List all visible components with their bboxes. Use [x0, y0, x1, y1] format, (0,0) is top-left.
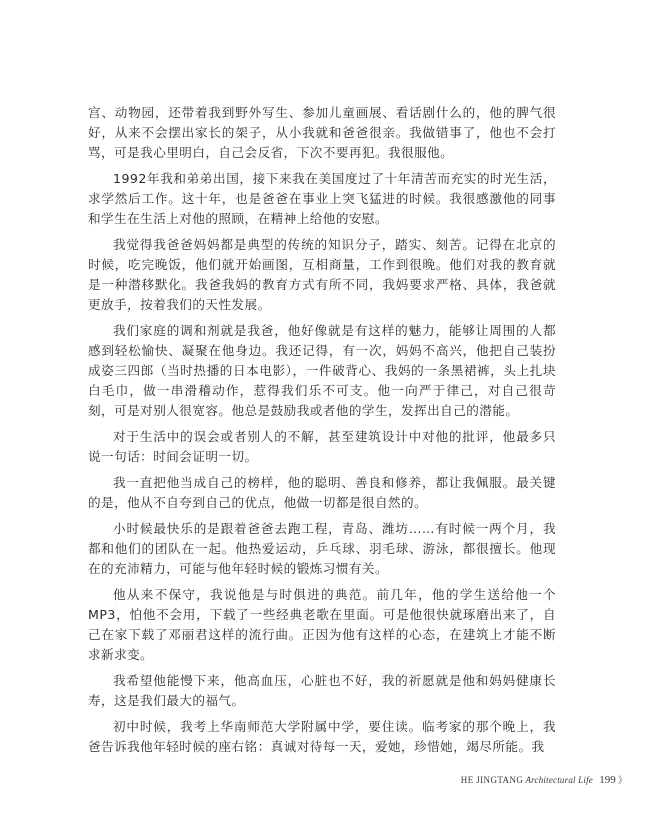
paragraph: 宫、动物园，还带着我到野外写生、参加儿童画展、看话剧什么的，他的脾气很好，从来不会摆出家长的架子，从小我就和爸爸很亲。我做错事了，他也不会打骂，可是我心里明白，自己会反省，下次不要再犯。我很服他。 [88, 105, 556, 160]
paragraph: 对于生活中的误会或者别人的不解，甚至建筑设计中对他的批评，他最多只说一句话：时间会证明一切。 [88, 429, 556, 464]
paragraph: 他从来不保守，我说他是与时俱进的典范。前几年，他的学生送给他一个MP3，怕他不会用，下载了一些经典老歌在里面。可是他很快就琢磨出来了，自己在家下载了邓丽君这样的流行曲。正因为他有这样的心态，在建筑上才能不断求新求变。 [88, 587, 556, 662]
paragraph: 小时候最快乐的是跟着爸爸去跑工程，青岛、潍坊……有时候一两个月，我都和他们的团队在一起。他热爱运动，乒乓球、羽毛球、游泳，都很擅长。他现在的充沛精力，可能与他年轻时候的锻炼习惯有关。 [88, 521, 556, 576]
paragraph: 我觉得我爸爸妈妈都是典型的传统的知识分子，踏实、刻苦。记得在北京的时候，吃完晚饭，他们就开始画图，互相商量，工作到很晚。他们对我的教育就是一种潜移默化。我爸我妈的教育方式有所不同，我妈要求严格、具体，我爸就更放手，按着我们的天性发展。 [88, 237, 556, 312]
page-marker-icon: 》 [617, 776, 627, 786]
page-number: 199 [599, 774, 616, 786]
paragraph: 1992年我和弟弟出国，接下来我在美国度过了十年清苦而充实的时光生活，求学然后工作。这十年，也是爸爸在事业上突飞猛进的时候。我很感激他的同事和学生在生活上对他的照顾，在精神上给他的安慰。 [88, 171, 556, 226]
paragraph: 我希望他能慢下来，他高血压，心脏也不好，我的祈愿就是他和妈妈健康长寿，这是我们最大的福气。 [88, 673, 556, 708]
footer-book-subtitle: Architectural Life [525, 775, 593, 785]
body-text [88, 103, 556, 763]
paragraph: 我一直把他当成自己的榜样，他的聪明、善良和修养，都让我佩服。最关键的是，他从不自夸到自己的优点，他做一切都是很自然的。 [88, 475, 556, 510]
page-footer [461, 774, 627, 787]
footer-author-name: HE JINGTANG [460, 775, 524, 785]
paragraph: 初中时候，我考上华南师范大学附属中学，要住读。临考家的那个晚上，我爸告诉我他年轻时候的座右铭：真诚对待每一天，爱她，珍惜她，竭尽所能。我 [88, 719, 556, 754]
paragraph: 我们家庭的调和剂就是我爸，他好像就是有这样的魅力，能够让周围的人都感到轻松愉快、凝聚在他身边。我还记得，有一次，妈妈不高兴，他把自己装扮成姿三四郎（当时热播的日本电影），一件破背心、我妈的一条黑裙裤，头上扎块白毛巾，做一串滑稽动作，惹得我们乐不可支。他一向严于律己，对自己很苛刻，可是对别人很宽容。他总是鼓励我或者他的学生，发挥出自己的潜能。 [88, 323, 556, 418]
